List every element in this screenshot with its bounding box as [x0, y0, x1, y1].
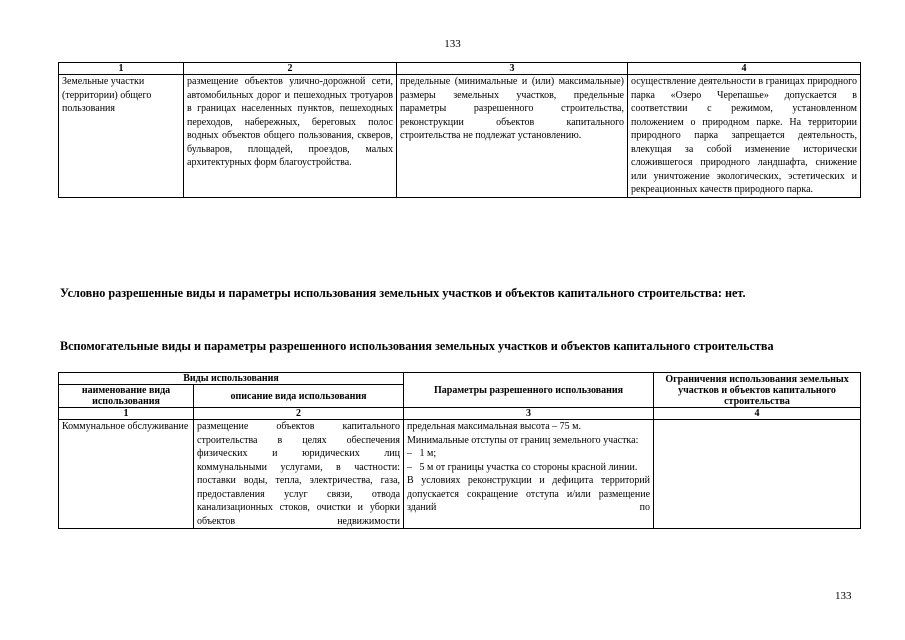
header-parameters: Параметры разрешенного использования — [404, 373, 654, 408]
table-row — [59, 420, 861, 529]
use-name: Земельные участки (территории) общего пользования — [59, 75, 184, 198]
use-description: размещение объектов улично-дорожной сети, автомобильных дорог и пешеходных тротуаров в границах населенных пунктов, пешеходных переходов, набережных, береговых полос водных объектов общего пользования, скверов, бульваров, площадей, проездов, малых архитектурных форм благоустройства. — [184, 75, 397, 198]
table-auxiliary-uses — [58, 372, 861, 529]
use-parameters — [404, 420, 654, 529]
col-number: 3 — [404, 408, 654, 420]
header-restrictions: Ограничения использования земельных участков и объектов капитального строительства — [654, 373, 861, 408]
col-number: 1 — [59, 408, 194, 420]
list-item: – 1 м; — [407, 448, 437, 459]
col-number: 2 — [194, 408, 404, 420]
col-number: 4 — [654, 408, 861, 420]
heading-conditional-uses: Условно разрешенные виды и параметры использования земельных участков и объектов капитального строительства: нет. — [60, 286, 746, 300]
heading-auxiliary-uses: Вспомогательные виды и параметры разрешенного использования земельных участков и объектов капитального строительства — [60, 339, 774, 353]
use-restrictions: осуществление деятельности в границах природного парка «Озеро Черепашье» допускается в соответствии с режимом, установленном положением о природном парке. На территории природного парка запрещается деятельность, влекущая за собой изменение исторически сложившегося природного ландшафта, снижение или уничтожение экологических, эстетических и рекреационных качеств природного парка. — [628, 75, 861, 198]
use-name: Коммунальное обслуживание — [59, 420, 194, 529]
use-restrictions — [654, 420, 861, 529]
use-parameters: предельные (минимальные и (или) максимальные) размеры земельных участков, предельные параметры разрешенного строительства, реконструкции объектов капитального строительства не подлежат установлению. — [397, 75, 628, 198]
col-number: 2 — [184, 63, 397, 75]
page-number-bottom: 133 — [835, 590, 852, 602]
col-number: 1 — [59, 63, 184, 75]
parameter-height: предельная максимальная высота – 75 м. — [407, 421, 581, 432]
header-use-types: Виды использования — [59, 373, 404, 385]
use-description: размещение объектов капитального строительства в целях обеспечения физических и юридических лиц коммунальными услугами, в частности: поставки воды, тепла, электричества, газа, предоставления услуг связи, отвода канализационных стоков, очистки и уборки объектов недвижимости — [194, 420, 404, 529]
col-number: 4 — [628, 63, 861, 75]
table-row-col-numbers — [59, 408, 861, 420]
parameter-reconstruction: В условиях реконструкции и дефицита территорий допускается сокращение отступа и/или размещение зданий по — [407, 475, 651, 513]
parameter-setbacks: Минимальные отступы от границ земельного участка: — [407, 434, 639, 446]
list-item: – 5 м от границы участка со стороны красной линии. — [407, 461, 638, 473]
header-use-name: наименование вида использования — [59, 385, 194, 408]
page-number-top: 133 — [444, 38, 461, 50]
col-number: 3 — [397, 63, 628, 75]
header-use-description: описание вида использования — [194, 385, 404, 408]
